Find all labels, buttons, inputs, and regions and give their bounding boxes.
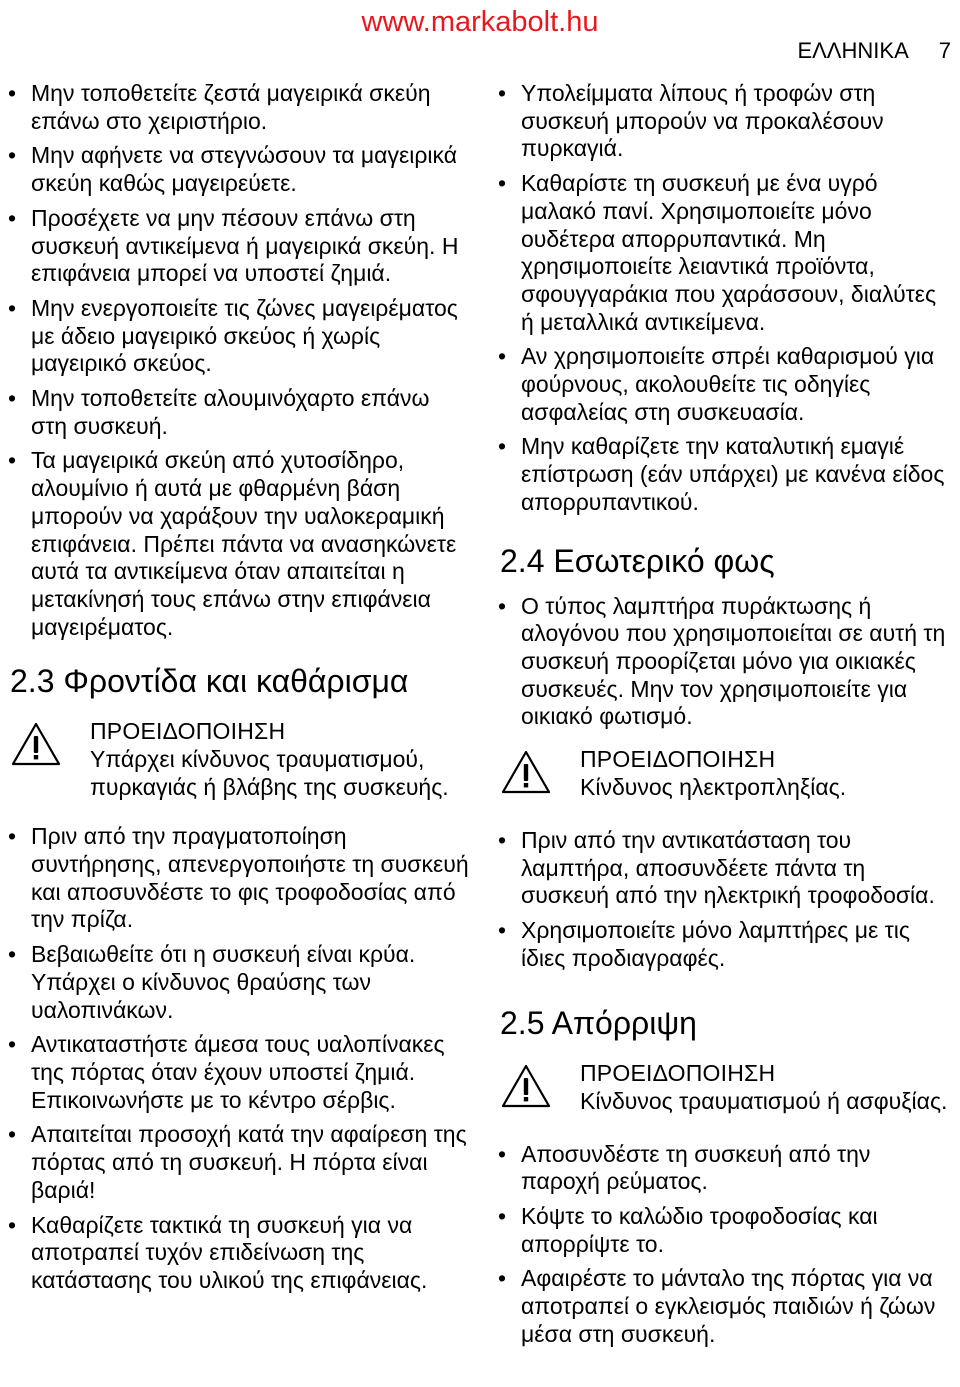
list-item: • Προσέχετε να μην πέσουν επάνω στη συσκευή αντικείμενα ή μαγειρικά σκεύη. Η επιφάνεια μπορεί να υποστεί ζημιά. (10, 205, 470, 288)
bullet-list-cleaning-cont (500, 80, 955, 517)
list-item: • Ο τύπος λαμπτήρα πυράκτωσης ή αλογόνου που χρησιμοποιείται σε αυτή τη συσκευή προορίζεται μόνο για οικιακές συσκευές. Μην τον χρησιμοποιείτε για οικιακό φωτισμό. (500, 593, 955, 732)
warning-block-light (500, 745, 955, 801)
warning-triangle-icon (10, 721, 62, 767)
list-item: • Καθαρίστε τη συσκευή με ένα υγρό μαλακό πανί. Χρησιμοποιείτε μόνο ουδέτερα απορρυπαντικά. Μη χρησιμοποιείτε λειαντικά προϊόντα, σφουγγαράκια που χαράσσουν, διαλύτες ή μεταλλικά αντικείμενα. (500, 170, 955, 336)
section-title-disposal: 2.5 Απόρριψη (500, 1004, 697, 1041)
list-item: • Μην τοποθετείτε αλουμινόχαρτο επάνω στη συσκευή. (10, 385, 470, 440)
watermark-url: www.markabolt.hu (361, 6, 599, 38)
page-header (797, 36, 951, 66)
list-item: • Αν χρησιμοποιείτε σπρέι καθαρισμού για φούρνους, ακολουθείτε τις οδηγίες ασφαλείας στη συσκευασία. (500, 343, 955, 426)
list-item: • Μην ενεργοποιείτε τις ζώνες μαγειρέματος με άδειο μαγειρικό σκεύος ή χωρίς μαγειρικό σκεύος. (10, 295, 470, 378)
warning-title: ΠΡΟΕΙΔΟΠΟΙΗΣΗ (90, 718, 286, 745)
right-column (500, 80, 955, 1356)
language-label: ΕΛΛΗΝΙΚΑ (797, 38, 909, 63)
list-item: • Χρησιμοποιείτε μόνο λαμπτήρες με τις ίδιες προδιαγραφές. (500, 917, 955, 972)
bullet-list-light (500, 593, 955, 732)
warning-text: Υπάρχει κίνδυνος τραυματισμού, πυρκαγιάς ή βλάβης της συσκευής. (90, 746, 449, 801)
warning-triangle-icon (500, 1063, 552, 1109)
list-item: • Απαιτείται προσοχή κατά την αφαίρεση της πόρτας από τη συσκευή. Η πόρτα είναι βαριά! (10, 1121, 470, 1204)
list-item: • Αντικαταστήστε άμεσα τους υαλοπίνακες της πόρτας όταν έχουν υποστεί ζημιά. Επικοινωνήστε με το κέντρο σέρβις. (10, 1031, 470, 1114)
list-item: • Πριν από την αντικατάσταση του λαμπτήρα, αποσυνδέετε πάντα τη συσκευή από την ηλεκτρική τροφοδοσία. (500, 827, 955, 910)
list-item: • Βεβαιωθείτε ότι η συσκευή είναι κρύα. Υπάρχει ο κίνδυνος θραύσης των υαλοπινάκων. (10, 941, 470, 1024)
bullet-list-light-after (500, 827, 955, 973)
warning-title: ΠΡΟΕΙΔΟΠΟΙΗΣΗ (580, 1059, 776, 1086)
left-column (10, 80, 470, 1302)
list-item: • Αποσυνδέστε τη συσκευή από την παροχή ρεύματος. (500, 1141, 955, 1196)
list-item: • Καθαρίζετε τακτικά τη συσκευή για να αποτραπεί τυχόν επιδείνωση της κατάστασης του υλικού της επιφάνειας. (10, 1212, 470, 1295)
section-title-care-cleaning: 2.3 Φροντίδα και καθάρισμα (10, 663, 409, 700)
list-item: • Μην τοποθετείτε ζεστά μαγειρικά σκεύη επάνω στο χειριστήριο. (10, 80, 470, 135)
section-title-interior-light: 2.4 Εσωτερικό φως (500, 542, 775, 579)
bullet-list-usage (10, 80, 470, 641)
list-item: • Πριν από την πραγματοποίηση συντήρησης, απενεργοποιήστε τη συσκευή και αποσυνδέστε το φις τροφοδοσίας από την πρίζα. (10, 823, 470, 934)
bullet-list-disposal (500, 1141, 955, 1349)
list-item: • Μην αφήνετε να στεγνώσουν τα μαγειρικά σκεύη καθώς μαγειρεύετε. (10, 142, 470, 197)
warning-text: Κίνδυνος τραυματισμού ή ασφυξίας. (580, 1087, 948, 1114)
warning-title: ΠΡΟΕΙΔΟΠΟΙΗΣΗ (580, 746, 776, 773)
list-item: • Μην καθαρίζετε την καταλυτική εμαγιέ επίστρωση (εάν υπάρχει) με κανένα είδος απορρυπαντικού. (500, 433, 955, 516)
list-item: • Υπολείμματα λίπους ή τροφών στη συσκευή μπορούν να προκαλέσουν πυρκαγιά. (500, 80, 955, 163)
list-item: • Αφαιρέστε το μάνταλο της πόρτας για να αποτραπεί ο εγκλεισμός παιδιών ή ζώων μέσα στη συσκευή. (500, 1265, 955, 1348)
bullet-list-cleaning (10, 823, 470, 1294)
warning-triangle-icon (500, 749, 552, 795)
list-item: • Κόψτε το καλώδιο τροφοδοσίας και απορρίψτε το. (500, 1203, 955, 1258)
warning-block-cleaning (10, 717, 470, 801)
page-number: 7 (938, 38, 951, 63)
warning-block-disposal (500, 1059, 955, 1115)
list-item: • Τα μαγειρικά σκεύη από χυτοσίδηρο, αλουμίνιο ή αυτά με φθαρμένη βάση μπορούν να χαράξουν την υαλοκεραμική επιφάνεια. Πρέπει πάντα να ανασηκώνετε αυτά τα αντικείμενα όταν απαιτείται η μετακίνησή τους επάνω στην επιφάνεια μαγειρέματος. (10, 447, 470, 641)
warning-text: Κίνδυνος ηλεκτροπληξίας. (580, 774, 847, 801)
